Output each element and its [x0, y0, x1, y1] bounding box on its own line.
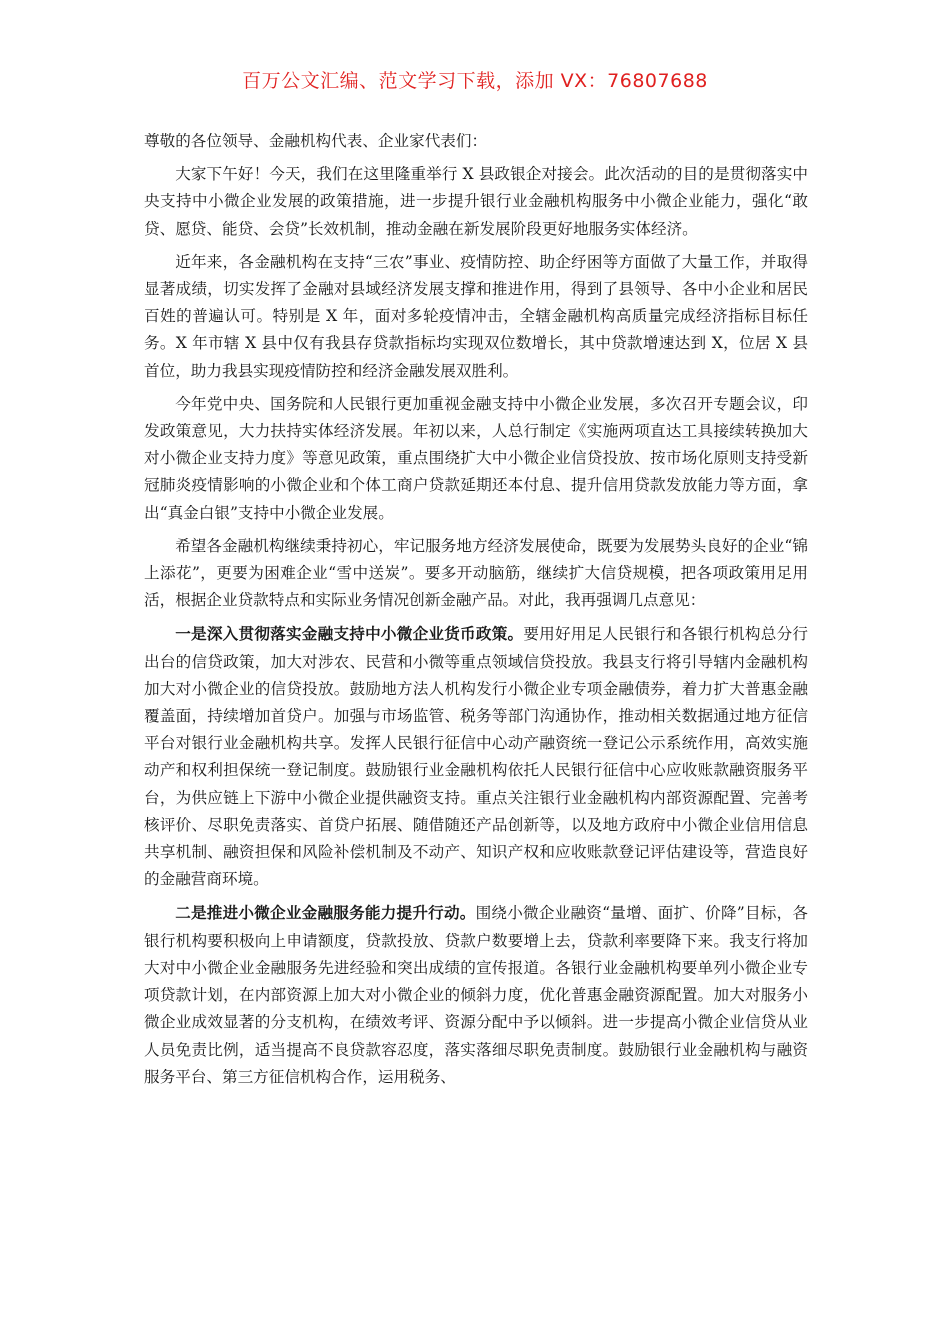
paragraph-text: 希望各金融机构继续秉持初心，牢记服务地方经济发展使命，既要为发展势头良好的企业“锦上添花”，更要为困难企业“雪中送炭”。要多开动脑筋，继续扩大信贷规模，把各项政策用足用活，根据企业贷款特点和实际业务情况创新金融产品。对此，我再强调几点意见：: [144, 536, 808, 610]
paragraph-point-one: [144, 620, 808, 893]
salutation: 尊敬的各位领导、金融机构代表、企业家代表们：: [144, 132, 488, 150]
paragraph-lead-heading: 一是深入贯彻落实金融支持中小微企业货币政策。: [175, 624, 524, 644]
paragraph-achievements: [144, 249, 808, 385]
paragraph-policy-background: [144, 391, 808, 527]
paragraph-text: 近年来，各金融机构在支持“三农”事业、疫情防控、助企纾困等方面做了大量工作，并取得显著成绩，切实发挥了金融对县域经济发展支撑和推进作用，得到了县领导、各中小企业和居民百姓的普遍认可。特别是 X 年，面对多轮疫情冲击，全辖金融机构高质量完成经济指标目标任务。X 年市辖 X 县中仅有我县存贷款指标均实现双位数增长，其中贷款增速达到 X，位居 X 县首位，助力我县实现疫情防控和经济金融发展双胜利。: [144, 252, 808, 380]
paragraph-text: 今年党中央、国务院和人民银行更加重视金融支持中小微企业发展，多次召开专题会议，印发政策意见，大力扶持实体经济发展。年初以来，人总行制定《实施两项直达工具接续转换加大对小微企业支持力度》等意见政策，重点围绕扩大中小微企业信贷投放、按市场化原则支持受新冠肺炎疫情影响的小微企业和个体工商户贷款延期还本付息、提升信用贷款发放能力等方面，拿出“真金白银”支持中小微企业发展。: [144, 394, 808, 522]
paragraph-point-two: [144, 899, 808, 1090]
paragraph-text: 大家下午好！今天，我们在这里隆重举行 X 县政银企对接会。此次活动的目的是贯彻落实中央支持中小微企业发展的政策措施，进一步提升银行业金融机构服务中小微企业能力，强化“敢贷、愿贷、能贷、会贷”长效机制，推动金融在新发展阶段更好地服务实体经济。: [144, 165, 808, 238]
paragraph-text: 要用好用足人民银行和各银行机构总分行出台的信贷政策，加大对涉农、民营和小微等重点领域信贷投放。我县支行将引导辖内金融机构加大对小微企业的信贷投放。鼓励地方法人机构发行小微企业专项金融债券，着力扩大普惠金融覆盖面，持续增加首贷户。加强与市场监管、税务等部门沟通协作，推动相关数据通过地方征信平台对银行业金融机构共享。发挥人民银行征信中心动产融资统一登记公示系统作用，高效实施动产和权利担保统一登记制度。鼓励银行业金融机构依托人民银行征信中心应收账款融资服务平台，为供应链上下游中小微企业提供融资支持。重点关注银行业金融机构内部资源配置、完善考核评价、尽职免责落实、首贷户拓展、随借随还产品创新等，以及地方政府中小微企业信用信息共享机制、融资担保和风险补偿机制及不动产、知识产权和应收账款登记评估建设等，营造良好的金融营商环境。: [144, 625, 808, 889]
document-body: [144, 128, 808, 1094]
paragraph-text: 围绕小微企业融资“量增、面扩、价降”目标，各银行机构要积极向上申请额度，贷款投放、贷款户数要增上去，贷款利率要降下来。我支行将加大对中小微企业金融服务先进经验和突出成绩的宣传报道。各银行业金融机构要单列小微企业专项贷款计划，在内部资源上加大对小微企业的倾斜力度，优化普惠金融资源配置。加大对服务小微企业成效显著的分支机构，在绩效考评、资源分配中予以倾斜。进一步提高小微企业信贷从业人员免责比例，适当提高不良贷款容忍度，落实落细尽职免责制度。鼓励银行业金融机构与融资服务平台、第三方征信机构合作，运用税务、: [144, 904, 808, 1086]
paragraph-opening: [144, 161, 808, 243]
paragraph-lead-heading: 二是推进小微企业金融服务能力提升行动。: [175, 903, 476, 923]
paragraph-expectations: [144, 533, 808, 615]
promo-banner: 百万公文汇编、范文学习下载，添加 VX：76807688: [242, 70, 708, 92]
